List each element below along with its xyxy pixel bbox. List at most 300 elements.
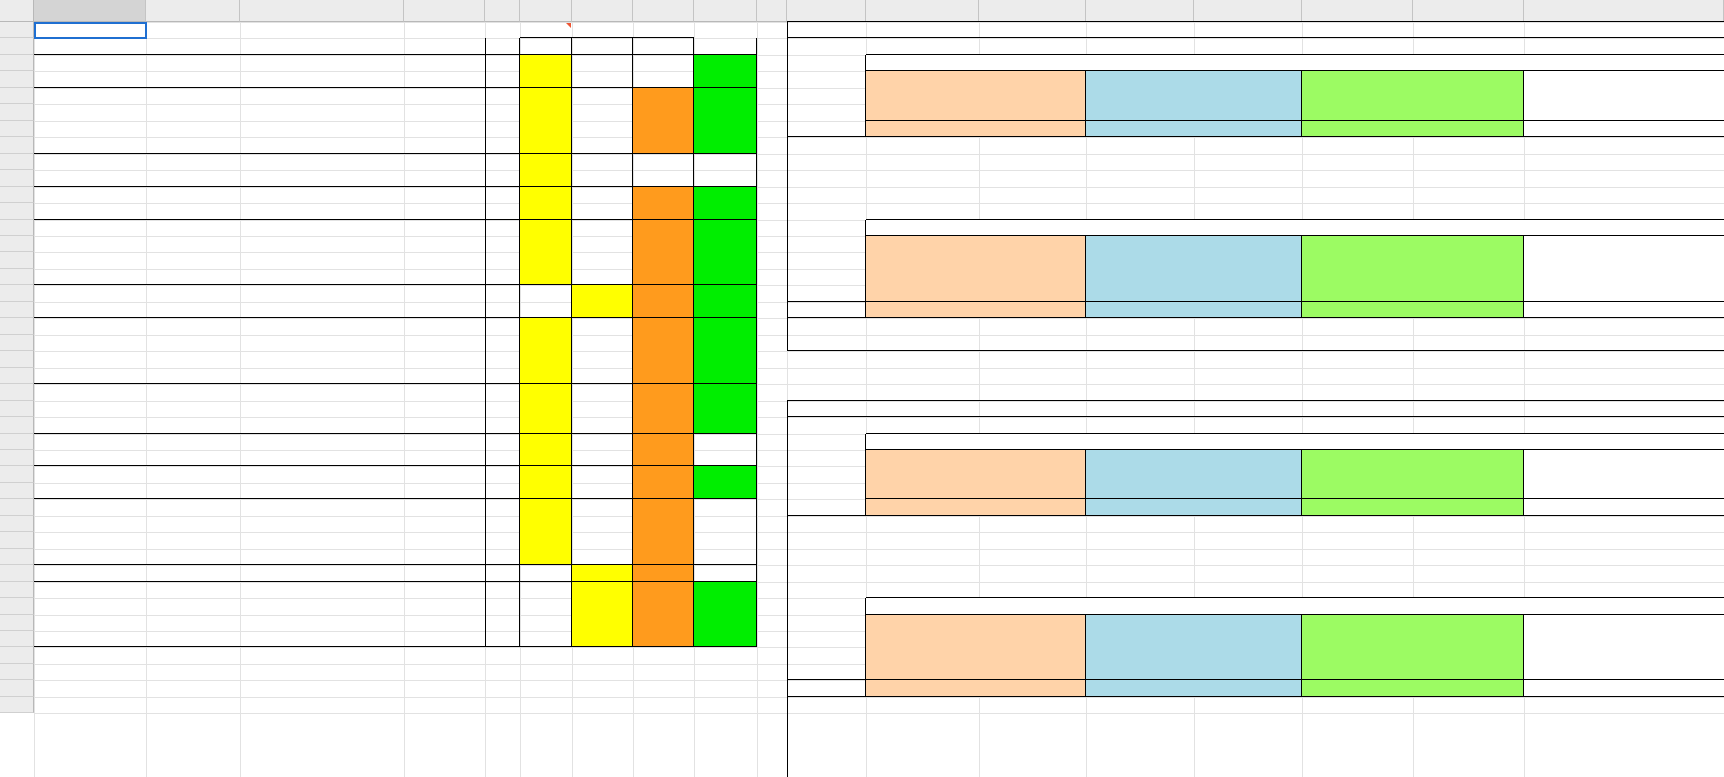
guest-name[interactable] <box>34 582 146 598</box>
repas-value[interactable] <box>1524 483 1724 499</box>
guest-firstname[interactable] <box>146 434 240 450</box>
vin-uniquement-value[interactable] <box>979 647 1086 664</box>
guest-firstname[interactable] <box>146 269 240 285</box>
guest-name[interactable] <box>34 516 146 532</box>
guest-type[interactable] <box>485 450 520 466</box>
guest-reponse[interactable] <box>694 582 757 598</box>
guest-reponse[interactable] <box>694 417 757 434</box>
guest-name[interactable] <box>34 302 146 318</box>
repas-total-value[interactable] <box>1524 121 1724 137</box>
repas-value[interactable] <box>1086 483 1194 499</box>
repas-vin-value[interactable] <box>866 285 979 302</box>
vh-border <box>787 679 1724 680</box>
repas-vin-value[interactable] <box>979 664 1086 680</box>
guest-reponse[interactable] <box>694 88 757 104</box>
guest-type[interactable] <box>485 499 520 516</box>
guest-firstname[interactable] <box>146 549 240 565</box>
guest-name[interactable] <box>34 434 146 450</box>
guest-firstname[interactable] <box>146 483 240 499</box>
column-header-F[interactable] <box>520 0 572 22</box>
guest-firstname[interactable] <box>146 335 240 351</box>
vin-uniquement-value[interactable] <box>979 269 1086 285</box>
guest-name[interactable] <box>34 203 146 220</box>
envoye-date[interactable] <box>633 434 694 466</box>
guest-reponse[interactable] <box>694 137 757 154</box>
column-header-B[interactable] <box>146 0 240 22</box>
guest-reponse[interactable] <box>694 351 757 368</box>
guest-firstname[interactable] <box>146 368 240 384</box>
guest-firstname[interactable] <box>146 104 240 121</box>
row-header-8[interactable] <box>0 137 34 154</box>
guest-type[interactable] <box>485 88 520 104</box>
column-header-D[interactable] <box>404 0 485 22</box>
total-adultes-label <box>1524 318 1724 335</box>
vin-uniquement-value[interactable] <box>1524 269 1724 285</box>
repas-value[interactable] <box>1413 483 1524 499</box>
row-header-20[interactable] <box>0 335 34 351</box>
guest-reponse[interactable] <box>694 384 757 401</box>
row-header-10[interactable] <box>0 170 34 187</box>
guest-firstname[interactable] <box>146 252 240 269</box>
guest-type[interactable] <box>485 598 520 615</box>
vh-total-value[interactable] <box>1086 680 1302 697</box>
repas-vin-value[interactable] <box>1194 285 1302 302</box>
total-adultes-label <box>1524 137 1724 154</box>
column-header-J[interactable] <box>757 0 787 22</box>
vin-uniquement-value[interactable] <box>1524 647 1724 664</box>
repas-vin-value[interactable] <box>1194 664 1302 680</box>
envoye-date[interactable] <box>633 565 694 582</box>
guest-type[interactable] <box>485 302 520 318</box>
guest-type[interactable] <box>485 335 520 351</box>
guest-name[interactable] <box>34 269 146 285</box>
repas-total-value[interactable] <box>1086 121 1302 137</box>
column-header-C[interactable] <box>240 0 404 22</box>
guest-reponse[interactable] <box>694 71 757 88</box>
guest-type[interactable] <box>485 55 520 71</box>
column-header-L[interactable] <box>866 0 979 22</box>
guest-name[interactable] <box>34 532 146 549</box>
guest-type[interactable] <box>485 121 520 137</box>
vin-uniquement-value[interactable] <box>1413 647 1524 664</box>
guest-firstname[interactable] <box>146 236 240 252</box>
repas-total-value[interactable] <box>1524 499 1724 516</box>
repas-vin-value[interactable] <box>1086 664 1194 680</box>
guest-type[interactable] <box>485 368 520 384</box>
guest-firstname[interactable] <box>146 450 240 466</box>
guest-firstname[interactable] <box>146 137 240 154</box>
repas-group-number[interactable] <box>520 318 572 351</box>
guest-type[interactable] <box>485 187 520 203</box>
guest-type[interactable] <box>485 71 520 88</box>
guest-name[interactable] <box>34 368 146 384</box>
repas-total-value[interactable] <box>866 121 1086 137</box>
repas-vin-value[interactable] <box>1086 285 1194 302</box>
column-header-M[interactable] <box>979 0 1086 22</box>
envoye-date[interactable] <box>633 318 694 351</box>
guest-type[interactable] <box>485 203 520 220</box>
row-header-42[interactable] <box>0 697 34 713</box>
guest-reponse[interactable] <box>694 252 757 269</box>
envoye-date[interactable] <box>633 220 694 285</box>
guest-type[interactable] <box>485 220 520 236</box>
guest-firstname[interactable] <box>146 631 240 647</box>
guest-type[interactable] <box>485 269 520 285</box>
gridline-horizontal <box>34 22 1724 23</box>
envoye-date[interactable] <box>633 351 694 384</box>
guest-firstname[interactable] <box>146 598 240 615</box>
guest-type[interactable] <box>485 565 520 582</box>
guest-firstname[interactable] <box>146 351 240 368</box>
row-header-5[interactable] <box>0 88 34 104</box>
guest-name[interactable] <box>34 499 146 516</box>
repas-value[interactable] <box>1086 104 1194 121</box>
vin-group-number[interactable] <box>572 565 633 582</box>
row-header-36[interactable] <box>0 598 34 615</box>
guest-type[interactable] <box>485 483 520 499</box>
repas-group-number[interactable] <box>520 55 572 88</box>
envoye-date[interactable] <box>633 121 694 154</box>
guest-type[interactable] <box>485 318 520 335</box>
column-header-Q[interactable] <box>1413 0 1524 22</box>
column-header-R[interactable] <box>1524 0 1724 22</box>
column-header-H[interactable] <box>633 0 694 22</box>
row-header-24[interactable] <box>0 401 34 417</box>
guest-type[interactable] <box>485 516 520 532</box>
guest-reponse[interactable] <box>694 318 757 335</box>
guest-reponse[interactable] <box>694 302 757 318</box>
guest-name[interactable] <box>34 417 146 434</box>
guest-name[interactable] <box>34 401 146 417</box>
guest-firstname[interactable] <box>146 565 240 582</box>
gridline-horizontal <box>34 154 1724 155</box>
repas-group-number[interactable] <box>520 499 572 565</box>
guest-type[interactable] <box>485 417 520 434</box>
row-header-21[interactable] <box>0 351 34 368</box>
guest-type[interactable] <box>485 154 520 170</box>
repas-group-number[interactable] <box>520 351 572 384</box>
guest-firstname[interactable] <box>146 466 240 483</box>
guest-type[interactable] <box>485 532 520 549</box>
row-header-3[interactable] <box>0 55 34 71</box>
guest-reponse[interactable] <box>694 285 757 302</box>
guest-firstname[interactable] <box>146 615 240 631</box>
guest-reponse[interactable] <box>694 368 757 384</box>
guest-type[interactable] <box>485 252 520 269</box>
guest-type[interactable] <box>485 582 520 598</box>
column-header-N[interactable] <box>1086 0 1194 22</box>
guest-firstname[interactable] <box>146 285 240 302</box>
row-header-15[interactable] <box>0 252 34 269</box>
vin-uniquement-value[interactable] <box>1194 647 1302 664</box>
guest-reponse[interactable] <box>694 203 757 220</box>
vin-uniquement-value[interactable] <box>1413 269 1524 285</box>
guest-reponse[interactable] <box>694 483 757 499</box>
envoye-date[interactable] <box>633 285 694 318</box>
row-header-40[interactable] <box>0 664 34 680</box>
vin-uniquement-value[interactable] <box>866 647 979 664</box>
guest-name[interactable] <box>34 137 146 154</box>
vh-column-header <box>866 615 979 647</box>
repas-value[interactable] <box>1302 104 1413 121</box>
guest-name[interactable] <box>34 450 146 466</box>
repas-total-value[interactable] <box>1302 499 1524 516</box>
row-header-13[interactable] <box>0 220 34 236</box>
guest-reponse[interactable] <box>694 598 757 615</box>
envoye-date[interactable] <box>633 187 694 220</box>
summary-title-border <box>787 416 1724 417</box>
guest-name[interactable] <box>34 187 146 203</box>
row-header-25[interactable] <box>0 417 34 434</box>
repas-group-number[interactable] <box>520 121 572 154</box>
guest-firstname[interactable] <box>146 401 240 417</box>
guest-reponse[interactable] <box>694 104 757 121</box>
guest-type[interactable] <box>485 170 520 187</box>
repas-vin-label <box>787 664 866 680</box>
guest-name[interactable] <box>34 565 146 582</box>
row-header-27[interactable] <box>0 450 34 466</box>
guest-firstname[interactable] <box>146 318 240 335</box>
guest-name[interactable] <box>34 384 146 401</box>
vin-uniquement-value[interactable] <box>1302 269 1413 285</box>
guest-type[interactable] <box>485 615 520 631</box>
guest-reponse[interactable] <box>694 335 757 351</box>
guest-firstname[interactable] <box>146 417 240 434</box>
guest-name[interactable] <box>34 335 146 351</box>
envoye-date[interactable] <box>633 88 694 121</box>
vh-total-value[interactable] <box>1524 680 1724 697</box>
gridline-horizontal <box>34 516 1724 517</box>
guest-name[interactable] <box>34 55 146 71</box>
guest-type[interactable] <box>485 137 520 154</box>
row-header-29[interactable] <box>0 483 34 499</box>
repas-group-number[interactable] <box>520 434 572 466</box>
row-header-4[interactable] <box>0 71 34 88</box>
repas-value[interactable] <box>1194 483 1302 499</box>
vh-total-value[interactable] <box>1524 302 1724 318</box>
column-header-E[interactable] <box>485 0 520 22</box>
vin-uniquement-value[interactable] <box>1302 647 1413 664</box>
column-header-P[interactable] <box>1302 0 1413 22</box>
row-header-14[interactable] <box>0 236 34 252</box>
guest-type[interactable] <box>485 236 520 252</box>
repas-vin-value[interactable] <box>1302 664 1413 680</box>
guest-firstname[interactable] <box>146 516 240 532</box>
row-header-7[interactable] <box>0 121 34 137</box>
guest-firstname[interactable] <box>146 302 240 318</box>
column-header-K[interactable] <box>787 0 866 22</box>
guest-reponse[interactable] <box>694 55 757 71</box>
guest-type[interactable] <box>485 549 520 565</box>
guest-name[interactable] <box>34 466 146 483</box>
guest-firstname[interactable] <box>146 71 240 88</box>
guest-reponse[interactable] <box>694 121 757 137</box>
guest-firstname[interactable] <box>146 88 240 104</box>
row-header-26[interactable] <box>0 434 34 450</box>
repas-value[interactable] <box>1194 104 1302 121</box>
guest-reponse[interactable] <box>694 187 757 203</box>
guest-name[interactable] <box>34 236 146 252</box>
repas-value[interactable] <box>979 483 1086 499</box>
row-header-9[interactable] <box>0 154 34 170</box>
guest-name[interactable] <box>34 598 146 615</box>
row-header-19[interactable] <box>0 318 34 335</box>
guest-reponse[interactable] <box>694 631 757 647</box>
guest-type[interactable] <box>485 631 520 647</box>
guest-reponse[interactable] <box>694 269 757 285</box>
row-header-39[interactable] <box>0 647 34 664</box>
repas-vin-value[interactable] <box>1524 664 1724 680</box>
row-header-16[interactable] <box>0 269 34 285</box>
vin-uniquement-value[interactable] <box>866 269 979 285</box>
guest-reponse[interactable] <box>694 615 757 631</box>
row-header-12[interactable] <box>0 203 34 220</box>
column-header-A[interactable] <box>34 0 146 22</box>
row-header-23[interactable] <box>0 384 34 401</box>
envoye-date[interactable] <box>633 384 694 434</box>
row-header-6[interactable] <box>0 104 34 121</box>
envoye-date[interactable] <box>633 582 694 647</box>
row-header-41[interactable] <box>0 680 34 697</box>
repas-vin-value[interactable] <box>1524 285 1724 302</box>
guest-type[interactable] <box>485 351 520 368</box>
guest-firstname[interactable] <box>146 121 240 137</box>
row-header-1[interactable] <box>0 22 34 38</box>
repas-vin-value[interactable] <box>1413 664 1524 680</box>
repas-value[interactable] <box>1413 104 1524 121</box>
guest-type[interactable] <box>485 466 520 483</box>
guest-firstname[interactable] <box>146 499 240 516</box>
guest-reponse[interactable] <box>694 401 757 417</box>
row-header-35[interactable] <box>0 582 34 598</box>
row-header-22[interactable] <box>0 368 34 384</box>
vin-group-number[interactable] <box>572 285 633 318</box>
guest-name[interactable] <box>34 154 146 170</box>
repas-group-number[interactable] <box>520 466 572 499</box>
guest-name[interactable] <box>34 631 146 647</box>
repas-vin-value[interactable] <box>866 664 979 680</box>
row-header-31[interactable] <box>0 516 34 532</box>
guest-name[interactable] <box>34 483 146 499</box>
envoye-date[interactable] <box>633 466 694 499</box>
vh-total-value[interactable] <box>1302 302 1524 318</box>
column-header-I[interactable] <box>694 0 757 22</box>
guest-reponse[interactable] <box>694 220 757 236</box>
row-header-34[interactable] <box>0 565 34 582</box>
repas-total-value[interactable] <box>1302 121 1524 137</box>
vin-uniquement-value[interactable] <box>1086 269 1194 285</box>
guest-reponse[interactable] <box>694 466 757 483</box>
repas-value[interactable] <box>979 104 1086 121</box>
summary-title-border <box>787 400 1724 401</box>
repas-group-number[interactable] <box>520 187 572 220</box>
row-header-30[interactable] <box>0 499 34 516</box>
guest-type[interactable] <box>485 401 520 417</box>
vh-total-value[interactable] <box>1302 680 1524 697</box>
guest-name[interactable] <box>34 220 146 236</box>
summary-left-border <box>787 22 788 351</box>
repas-value[interactable] <box>1524 104 1724 121</box>
vin-group-number[interactable] <box>572 582 633 647</box>
row-header-18[interactable] <box>0 302 34 318</box>
row-header-2[interactable] <box>0 38 34 55</box>
vh-total-value[interactable] <box>866 302 1086 318</box>
repas-value[interactable] <box>866 483 979 499</box>
guest-firstname[interactable] <box>146 384 240 401</box>
guest-name[interactable] <box>34 615 146 631</box>
row-header-11[interactable] <box>0 187 34 203</box>
vh-total-value[interactable] <box>866 680 1086 697</box>
gridline-horizontal <box>34 187 1724 188</box>
guest-name[interactable] <box>34 121 146 137</box>
repas-vin-value[interactable] <box>1413 285 1524 302</box>
guest-firstname[interactable] <box>146 55 240 71</box>
row-header-37[interactable] <box>0 615 34 631</box>
repas-value[interactable] <box>866 104 979 121</box>
guest-firstname[interactable] <box>146 170 240 187</box>
guest-type[interactable] <box>485 384 520 401</box>
guest-firstname[interactable] <box>146 532 240 549</box>
vh-total-value[interactable] <box>1086 302 1302 318</box>
repas-border <box>787 136 1724 137</box>
row-header-38[interactable] <box>0 631 34 647</box>
guest-name[interactable] <box>34 88 146 104</box>
guest-name[interactable] <box>34 104 146 121</box>
repas-group-number[interactable] <box>520 384 572 434</box>
repas-column-header <box>979 450 1086 483</box>
guest-firstname[interactable] <box>146 203 240 220</box>
guest-type[interactable] <box>485 104 520 121</box>
vin-uniquement-value[interactable] <box>1086 647 1194 664</box>
guest-name[interactable] <box>34 170 146 187</box>
row-header-17[interactable] <box>0 285 34 302</box>
repas-group-number[interactable] <box>520 88 572 121</box>
select-all-corner[interactable] <box>0 0 34 22</box>
repas-vin-value[interactable] <box>979 285 1086 302</box>
vh-column-header <box>1413 615 1524 647</box>
row-header-32[interactable] <box>0 532 34 549</box>
row-header-33[interactable] <box>0 549 34 565</box>
repas-group-number[interactable] <box>520 154 572 187</box>
guest-name[interactable] <box>34 71 146 88</box>
guest-name[interactable] <box>34 285 146 302</box>
group-divider <box>34 581 757 582</box>
guest-firstname[interactable] <box>146 582 240 598</box>
repas-group-number[interactable] <box>520 220 572 285</box>
guest-reponse[interactable] <box>694 236 757 252</box>
gridline-horizontal <box>34 203 1724 204</box>
guest-name[interactable] <box>34 252 146 269</box>
vin-uniquement-value[interactable] <box>1194 269 1302 285</box>
guest-type[interactable] <box>485 434 520 450</box>
selected-cell-A1[interactable] <box>34 22 147 39</box>
repas-total-value[interactable] <box>866 499 1086 516</box>
guest-firstname[interactable] <box>146 154 240 170</box>
column-header-G[interactable] <box>572 0 633 22</box>
guest-firstname[interactable] <box>146 220 240 236</box>
envoye-date[interactable] <box>633 499 694 565</box>
column-header-O[interactable] <box>1194 0 1302 22</box>
repas-value[interactable] <box>1302 483 1413 499</box>
guest-firstname[interactable] <box>146 187 240 203</box>
repas-total-value[interactable] <box>1086 499 1302 516</box>
guest-type[interactable] <box>485 285 520 302</box>
guest-name[interactable] <box>34 318 146 335</box>
guest-name[interactable] <box>34 549 146 565</box>
guest-name[interactable] <box>34 351 146 368</box>
row-header-28[interactable] <box>0 466 34 483</box>
repas-vin-value[interactable] <box>1302 285 1413 302</box>
